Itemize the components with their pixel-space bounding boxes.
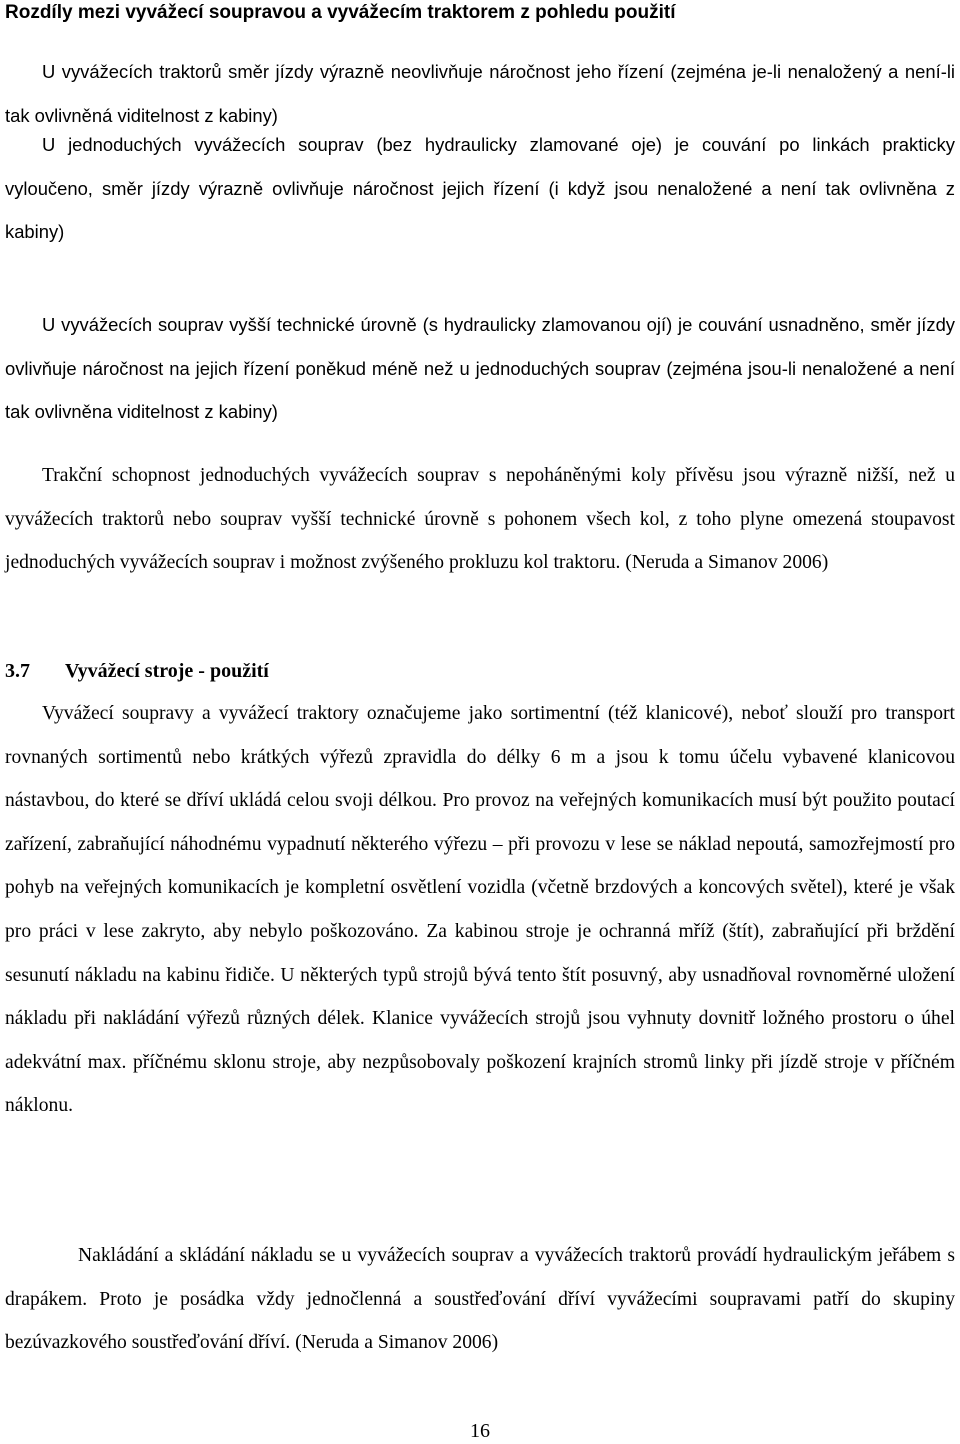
paragraph-6: Nakládání a skládání nákladu se u vyvážecích souprav a vyvážecích traktorů provádí hydraulickým jeřábem s drapákem. Proto je posádka vždy jednočlenná a soustřeďování dříví vyvážecími soupravami patří do skupiny bezúvazkového soustřeďování dříví. (Neruda a Simanov 2006) — [5, 1245, 955, 1354]
page-number: 16 — [470, 1420, 490, 1442]
paragraph-2: U jednoduchých vyvážecích souprav (bez hydraulicky zlamované oje) je couvání po linkách prakticky vyloučeno, směr jízdy výrazně ovlivňuje náročnost jejich řízení (i když jsou nenaložené a není tak ovlivněna z kabiny) — [5, 134, 955, 243]
top-heading: Rozdíly mezi vyvážecí soupravou a vyvážecím traktorem z pohledu použití — [5, 2, 676, 23]
section-title: Vyvážecí stroje - použití — [65, 660, 269, 682]
section-number: 3.7 — [5, 660, 30, 682]
paragraph-4: Trakční schopnost jednoduchých vyvážecích souprav s nepoháněnými koly přívěsu jsou výrazně nižší, než u vyvážecích traktorů nebo souprav vyšší technické úrovně s pohonem všech kol, z toho plyne omezená stoupavost jednoduchých vyvážecích souprav i možnost zvýšeného prokluzu kol traktoru. (Neruda a Simanov 2006) — [5, 465, 955, 574]
paragraph-3: U vyvážecích souprav vyšší technické úrovně (s hydraulicky zlamovanou ojí) je couvání usnadněno, směr jízdy ovlivňuje náročnost na jejich řízení poněkud méně než u jednoduchých souprav (zejména jsou-li nenaložené a není tak ovlivněna viditelnost z kabiny) — [5, 314, 955, 423]
paragraph-1: U vyvážecích traktorů směr jízdy výrazně neovlivňuje náročnost jeho řízení (zejména je-li nenaložený a není-li tak ovlivněná viditelnost z kabiny) — [5, 61, 955, 126]
section-heading — [5, 656, 269, 686]
paragraph-5: Vyvážecí soupravy a vyvážecí traktory označujeme jako sortimentní (též klanicové), neboť slouží pro transport rovnaných sortimentů nebo krátkých výřezů zpravidla do délky 6 m a jsou k tomu účelu vybavené klanicovou nástavbou, do které se dříví ukládá celou svoji délkou. Pro provoz na veřejných komunikacích musí být použito poutací zařízení, zabraňující náhodnému vypadnutí některého výřezu – při provozu v lese se náklad nepoutá, samozřejmostí pro pohyb na veřejných komunikacích je kompletní osvětlení vozidla (včetně brzdových a koncových světel), které je však pro práci v lese zakryto, aby nebylo poškozováno. Za kabinou stroje je ochranná mříž (štít), zabraňující při brždění sesunutí nákladu na kabinu řidiče. U některých typů strojů bývá tento štít posuvný, aby usnadňoval rovnoměrné uložení nákladu při nakládání výřezů různých délek. Klanice vyvážecích strojů jsou vyhnuty dovnitř ložného prostoru o úhel adekvátní max. příčnému sklonu stroje, aby nezpůsobovaly poškození krajních stromů linky při jízdě stroje v příčném náklonu. — [5, 703, 955, 1117]
